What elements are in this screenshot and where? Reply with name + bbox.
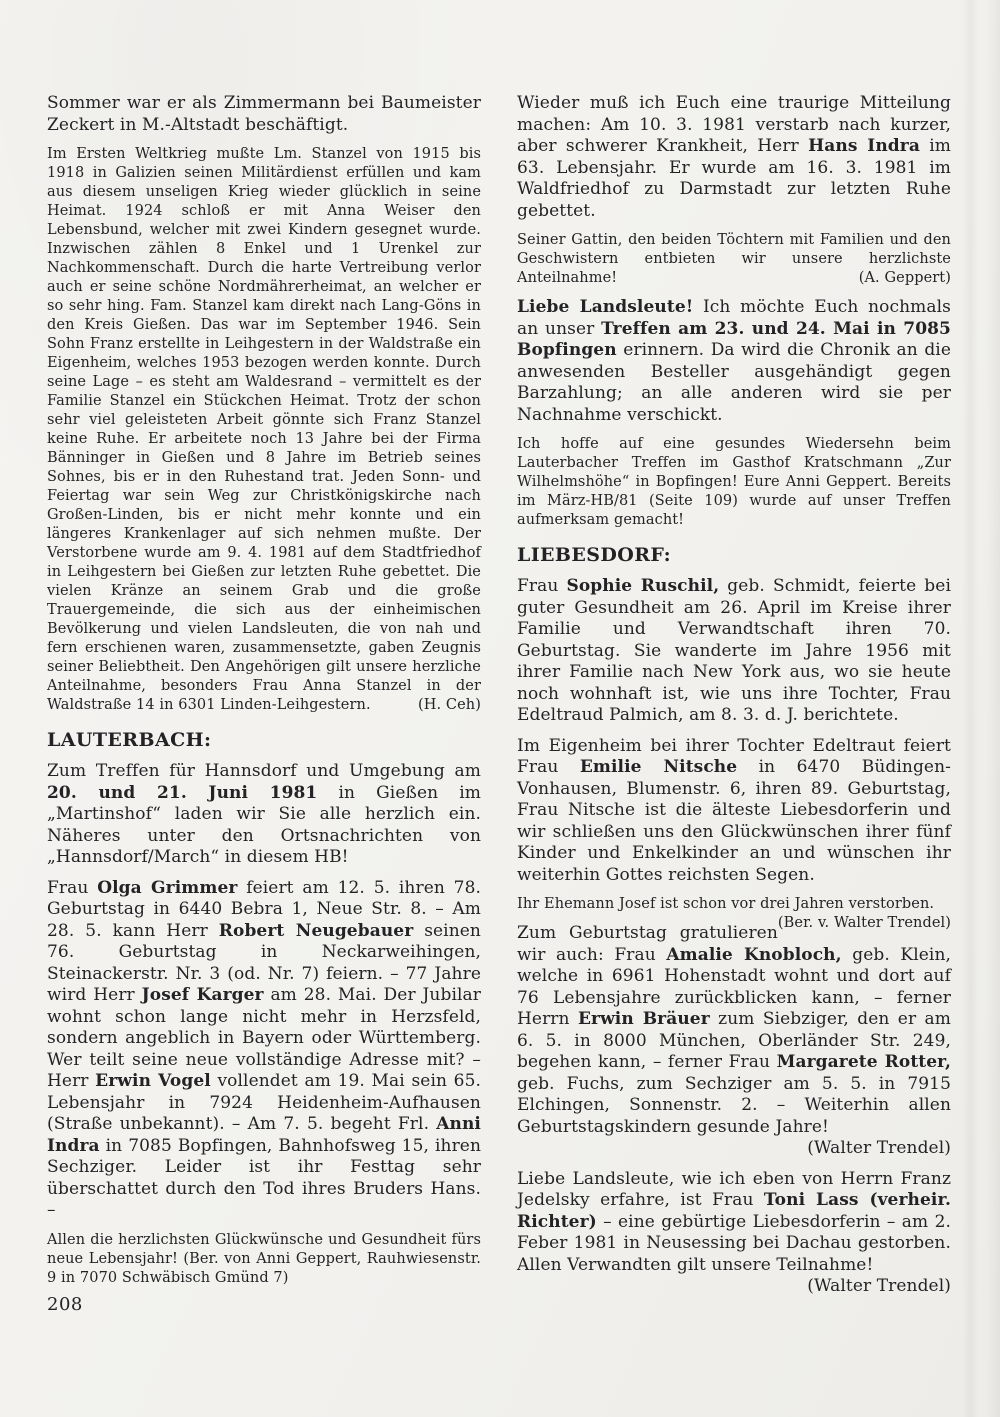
- bold-text-run: Erwin Vogel: [95, 1071, 211, 1091]
- text-run: vollendet am 19. Mai sein 65. Lebensjahr in 7924 Heidenheim-Aufhausen (Straße unbekannt). – Am 7. 5. begeht Frl.: [47, 1071, 481, 1134]
- text-run: Ich möchte Euch nochmals an unser: [517, 297, 951, 339]
- text-run: Ihr Ehemann Josef ist schon vor drei Jahren verstorben.: [517, 896, 935, 912]
- text-run: am 28. Mai. Der Jubilar wohnt schon lange nicht mehr in Herzsfeld, sondern angeblich in Bayern oder Württemberg. Wer teilt seine neue vollständige Adresse mit? – Herr: [47, 985, 481, 1091]
- text-run: Im Eigenheim bei ihrer Tochter Edeltraut feiert Frau: [517, 735, 951, 777]
- text-run: zum Siebziger, den er am 6. 5. in 8000 München, Oberländer Str. 249, begehen kann, – ferner Frau: [517, 1009, 951, 1072]
- bold-text-run: Erwin Bräuer: [577, 1009, 710, 1029]
- bold-text-run: Robert Neugebauer: [218, 920, 414, 941]
- paragraph: [517, 435, 951, 530]
- text-run: Sommer war er als Zimmermann bei Baumeister Zeckert in M.-Altstadt beschäftigt.: [47, 93, 481, 135]
- bold-text-run: Sophie Ruschil,: [566, 576, 720, 596]
- bold-text-run: Liebe Landsleute!: [517, 297, 694, 317]
- text-run: Frau: [517, 576, 567, 596]
- paragraph: [47, 878, 481, 1222]
- paragraph: [517, 93, 951, 222]
- right-column: [517, 93, 951, 1298]
- text-run: erinnern. Da wird die Chronik an die anwesenden Besteller ausgehändigt gegen Barzahlung; an alle anderen wird sie per Nachnahme verschickt.: [517, 340, 951, 425]
- text-run: in 7085 Bopfingen, Bahnhofsweg 15, ihren Sechziger. Leider ist ihr Festtag sehr überschattet durch den Tod ihres Bruders Hans. –: [47, 1135, 481, 1220]
- section-heading: LIEBESDORF:: [517, 544, 672, 566]
- paragraph: [517, 297, 951, 426]
- paragraph: [517, 576, 951, 727]
- paragraph: [517, 1168, 951, 1296]
- bold-text-run: Josef Karger: [141, 985, 264, 1005]
- bold-text-run: Margarete Rotter,: [776, 1052, 951, 1072]
- signature: (A. Geppert): [858, 270, 951, 286]
- text-run: feiert am 12. 5. ihren 78. Geburtstag in 6440 Bebra 1, Neue Str. 8. – Am 28. 5. kann Herr: [47, 877, 482, 941]
- bold-text-run: Toni Lass (verheir. Richter): [517, 1190, 951, 1232]
- signature: (H. Ceh): [418, 697, 481, 713]
- bold-text-run: Amalie Knobloch,: [666, 944, 842, 965]
- bold-text-run: Olga Grimmer: [97, 877, 238, 898]
- page-number: 208: [47, 1294, 83, 1315]
- text-run: Liebe Landsleute, wie ich eben von Herrn Franz Jedelsky erfahre, ist Frau: [517, 1168, 951, 1210]
- text-run: Ich hoffe auf eine gesundes Wiedersehn beim Lauterbacher Treffen im Gasthof Kratschmann „Zur Wilhelmshöhe“ in Bopfingen! Eure Anni Geppert. Bereits im März-HB/81 (Seite 109) wurde auf unser Treffen aufmerksam gemacht!: [517, 436, 951, 528]
- text-run: Zum Geburtstag gratulieren wir auch: Frau: [517, 923, 778, 965]
- text-run: Allen die herzlichsten Glückwünsche und Gesundheit fürs neue Lebensjahr! (Ber. von Anni Geppert, Rauhwiesenstr. 9 in 7070 Schwäbisch Gmünd 7): [47, 1231, 481, 1286]
- text-run: in Gießen im „Martinshof“ laden wir Sie alle herzlich ein. Näheres unter den Ortsnachrichten von „Hannsdorf/March“ in diesem HB!: [47, 782, 481, 867]
- paragraph: [47, 145, 481, 715]
- bold-text-run: 20. und 21. Juni 1981: [47, 782, 318, 803]
- signature: (Ber. v. Walter Trendel): [777, 915, 951, 931]
- bold-text-run: Treffen am 23. und 24. Mai in 7085 Bopfingen: [517, 318, 951, 360]
- paragraph: [47, 761, 481, 869]
- paragraph: [47, 93, 481, 136]
- bold-text-run: Emilie Nitsche: [579, 757, 738, 777]
- text-run: in 6470 Büdingen-Vonhausen, Blumenstr. 6, ihren 89. Geburtstag, Frau Nitsche ist die älteste Liebesdorferin und wir schließen uns den Glückwünschen ihrer fünf Kinder und Enkelkinder an und wünschen ihr weiterhin Gottes reichsten Segen.: [517, 757, 951, 885]
- paragraph: [517, 231, 951, 288]
- text-run: Wieder muß ich Euch eine traurige Mitteilung machen: Am 10. 3. 1981 verstarb nach kurzer, aber schwerer Krankheit, Herr: [517, 93, 951, 156]
- text-run: geb. Fuchs, zum Sechziger am 5. 5. in 7915 Elchingen, Sonnenstr. 2. – Weiterhin allen Geburtstagskindern gesunde Jahre!: [517, 1073, 951, 1137]
- text-run: im 63. Lebensjahr. Er wurde am 16. 3. 1981 im Waldfriedhof zu Darmstadt zur letzten Ruhe gebettet.: [517, 136, 951, 221]
- section-heading: LAUTERBACH:: [47, 729, 212, 751]
- paragraph: [517, 736, 951, 887]
- page-content: [47, 93, 952, 1298]
- paragraph: [47, 1231, 481, 1288]
- paragraph: [517, 895, 951, 931]
- page-edge-shadow: [986, 0, 1000, 1417]
- text-run: Zum Treffen für Hannsdorf und Umgebung am: [47, 761, 481, 781]
- paragraph: [517, 923, 951, 1160]
- text-run: Frau: [47, 877, 98, 898]
- text-run: geb. Klein, welche in 6961 Hohenstadt wohnt und dort auf 76 Lebensjahre zurückblicken kann, – ferner Herrn: [517, 944, 951, 1029]
- bold-text-run: Anni Indra: [47, 1114, 481, 1156]
- text-run: geb. Schmidt, feierte bei guter Gesundheit am 26. April im Kreise ihrer Familie und Verwandtschaft ihren 70. Geburtstag. Sie wanderte im Jahre 1956 mit ihrer Familie nach New York aus, wo sie heute noch wohnhaft ist, wie uns ihre Tochter, Frau Edeltraud Palmich, am 8. 3. d. J. berichtete.: [517, 576, 951, 725]
- text-run: Seiner Gattin, den beiden Töchtern mit Familien und den Geschwistern entbieten wir unsere herzlichste Anteilnahme!: [517, 232, 951, 286]
- text-run: seinen 76. Geburtstag in Neckarweihingen, Steinackerstr. Nr. 3 (od. Nr. 7) feiern. – 77 Jahre wird Herr: [47, 920, 481, 1005]
- page-crease-shadow: [962, 0, 978, 1417]
- left-column: [47, 93, 481, 1298]
- bold-text-run: Hans Indra: [808, 136, 920, 156]
- signature: (Walter Trendel): [807, 1276, 951, 1296]
- signature: (Walter Trendel): [807, 1138, 951, 1158]
- text-run: – eine gebürtige Liebesdorferin – am 2. Feber 1981 in Neusessing bei Dachau gestorben. Allen Verwandten gilt unsere Teilnahme!: [517, 1211, 951, 1275]
- text-run: Im Ersten Weltkrieg mußte Lm. Stanzel von 1915 bis 1918 in Galizien seinen Militärdienst erfüllen und kam aus diesem unseligen Krieg wieder glücklich in seine Heimat. 1924 schloß er mit Anna Weiser den Lebensbund, welcher mit zwei Kindern gesegnet wurde. Inzwischen zählen 8 Enkel und 1 Urenkel zur Nachkommenschaft. Durch die harte Vertreibung verlor auch er seine schöne Nordmährerheimat, an welcher er so sehr hing. Fam. Stanzel kam direkt nach Lang-Göns in den Kreis Gießen. Das war im September 1946. Sein Sohn Franz erstellte in Leihgestern in der Waldstraße ein Eigenheim, welches 1953 bezogen werden konnte. Durch seine Lage – es steht am Waldesrand – vermittelt es der Familie Stanzel ein Stückchen Heimat. Trotz der schon sehr viel geleisteten Arbeit gönnte sich Franz Stanzel keine Ruhe. Er arbeitete noch 13 Jahre bei der Firma Bänninger in Gießen und 8 Jahre im Betrieb seines Sohnes, bis er in den Ruhestand trat. Jeden Sonn- und Feiertag war sein Weg zur Christkönigskirche nach Großen-Linden, bis er nicht mehr konnte und ein längeres Krankenlager auf sich nehmen mußte. Der Verstorbene wurde am 9. 4. 1981 auf dem Stadtfriedhof in Leihgestern bei Gießen zur letzten Ruhe gebettet. Die vielen Kränze an seinem Grab und die große Trauergemeinde, die sich aus der einheimischen Bevölkerung und vielen Landsleuten, die von nah und fern erschienen waren, zusammensetzte, gaben Zeugnis seiner Beliebtheit. Den Angehörigen gilt unsere herzliche Anteilnahme, besonders Frau Anna Stanzel in der Waldstraße 14 in 6301 Linden-Leihgestern.: [47, 146, 481, 713]
